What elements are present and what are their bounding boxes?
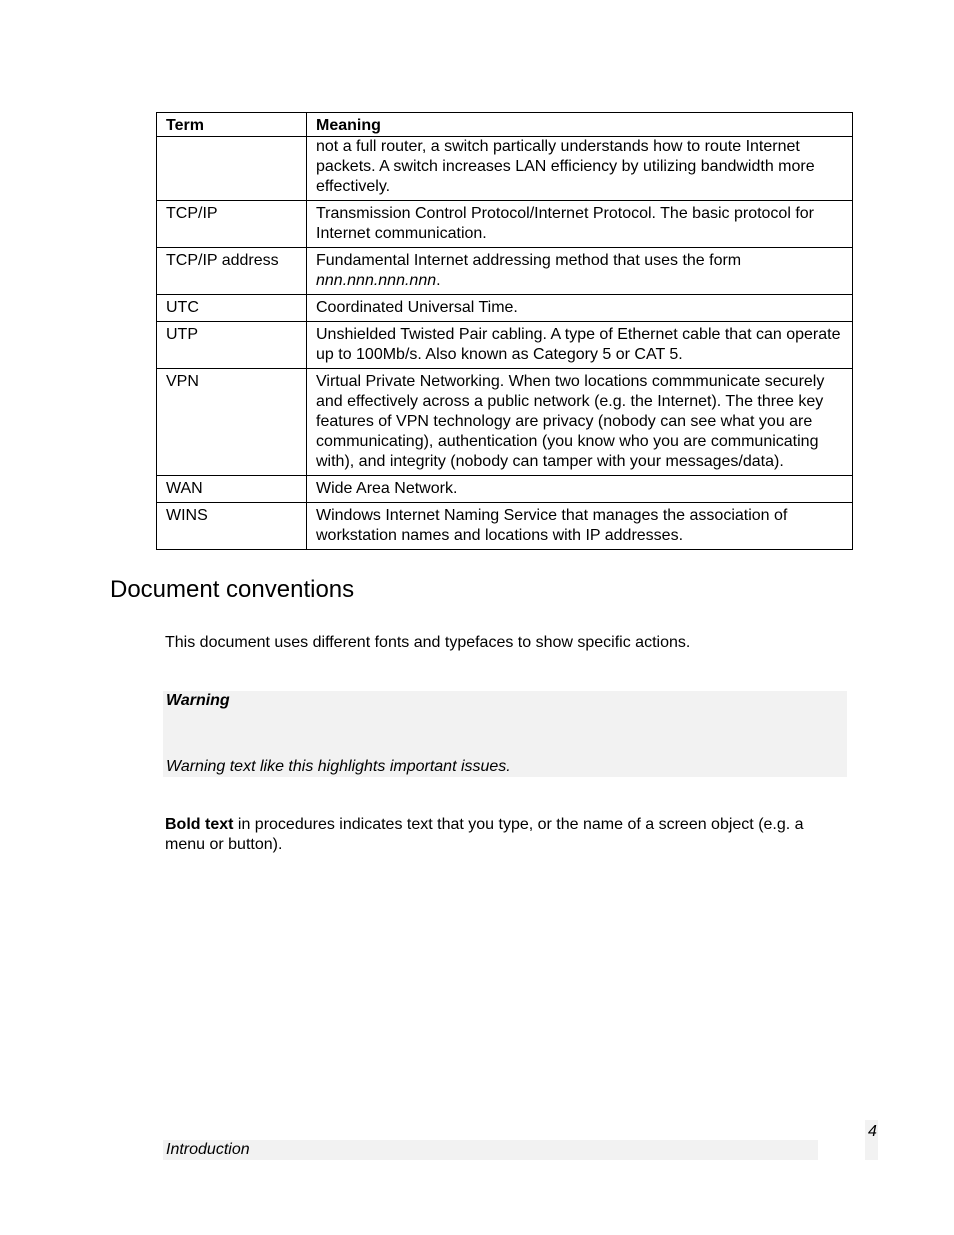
meaning-suffix: . bbox=[436, 272, 441, 289]
glossary-table bbox=[156, 112, 853, 550]
table-row bbox=[157, 476, 853, 503]
table-cell-term: UTP bbox=[157, 322, 307, 369]
table-cell-term: WAN bbox=[157, 476, 307, 503]
table-row bbox=[157, 201, 853, 248]
bold-text-explanation: in procedures indicates text that you type, or the name of a screen object (e.g. a menu or button). bbox=[165, 816, 804, 853]
intro-paragraph: This document uses different fonts and typefaces to show specific actions. bbox=[165, 634, 691, 651]
table-cell-term: VPN bbox=[157, 369, 307, 476]
table-cell-term: TCP/IP address bbox=[157, 248, 307, 295]
address-format-text: nnn.nnn.nnn.nnn bbox=[316, 272, 437, 289]
table-cell-term: TCP/IP bbox=[157, 201, 307, 248]
table-cell-meaning: not a full router, a switch partically understands how to route Internet packets. A switch increases LAN efficiency by utilizing bandwidth more effectively. bbox=[307, 137, 853, 201]
bold-text-paragraph bbox=[165, 815, 845, 855]
footer-section-label: Introduction bbox=[166, 1141, 250, 1158]
term-column-header: Term bbox=[157, 113, 307, 137]
table-row bbox=[157, 322, 853, 369]
footer-bar bbox=[163, 1140, 818, 1160]
table-cell-meaning: Virtual Private Networking. When two locations commmunicate securely and effectively across a public network (e.g. the Internet). The three key features of VPN technology are privacy (nobody can see what you are communicating), authentication (you know who you are communicating with), and integrity (nobody can tamper with your messages/data). bbox=[307, 369, 853, 476]
warning-text: Warning text like this highlights important issues. bbox=[166, 758, 511, 775]
warning-title: Warning bbox=[166, 692, 230, 709]
page-number-box bbox=[865, 1120, 878, 1160]
table-row bbox=[157, 503, 853, 550]
table-cell-term-empty bbox=[157, 137, 307, 201]
table-row bbox=[157, 295, 853, 322]
table-cell-meaning bbox=[307, 248, 853, 295]
meaning-column-header: Meaning bbox=[307, 113, 853, 137]
table-row bbox=[157, 369, 853, 476]
table-cell-meaning: Coordinated Universal Time. bbox=[307, 295, 853, 322]
table-header-row bbox=[157, 113, 853, 137]
table-row-continuation bbox=[157, 137, 853, 201]
table-cell-meaning: Unshielded Twisted Pair cabling. A type of Ethernet cable that can operate up to 100Mb/s. Also known as Category 5 or CAT 5. bbox=[307, 322, 853, 369]
warning-box bbox=[163, 691, 847, 777]
table-cell-term: UTC bbox=[157, 295, 307, 322]
bold-text-example: Bold text bbox=[165, 816, 234, 833]
table-cell-meaning: Windows Internet Naming Service that manages the association of workstation names and locations with IP addresses. bbox=[307, 503, 853, 550]
table-cell-term: WINS bbox=[157, 503, 307, 550]
meaning-text: Fundamental Internet addressing method that uses the form bbox=[316, 252, 742, 269]
page-number: 4 bbox=[868, 1123, 877, 1140]
table-cell-meaning: Wide Area Network. bbox=[307, 476, 853, 503]
section-heading: Document conventions bbox=[110, 576, 355, 603]
table-row bbox=[157, 248, 853, 295]
table-cell-meaning: Transmission Control Protocol/Internet Protocol. The basic protocol for Internet communication. bbox=[307, 201, 853, 248]
